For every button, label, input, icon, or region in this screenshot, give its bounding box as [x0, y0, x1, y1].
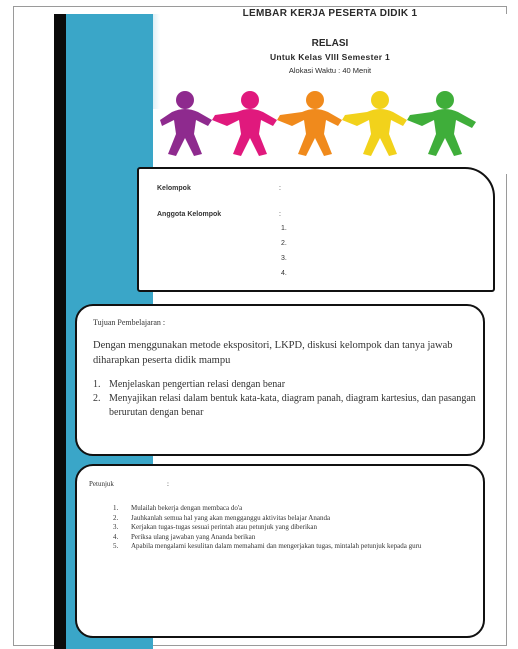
objective-item	[93, 392, 478, 420]
instruction-item	[113, 523, 469, 533]
instructions-heading: Petunjuk	[89, 480, 114, 488]
class-line: Untuk Kelas VIII Semester 1	[269, 52, 391, 62]
instructions-list	[113, 504, 469, 552]
person-purple-icon	[160, 91, 212, 156]
objectives-heading: Tujuan Pembelajaran :	[93, 318, 166, 327]
instruction-text: Jauhkanlah semua hal yang akan mengganggu aktivitas belajar Ananda	[131, 513, 331, 522]
instructions-panel	[75, 464, 485, 638]
objectives-list	[93, 378, 478, 420]
objectives-paragraph: Dengan menggunakan metode ekspositori, LKPD, diskusi kelompok dan tanya jawab diharapkan peserta didik mampu	[93, 340, 453, 366]
instruction-item	[113, 533, 469, 543]
people-chain-illustration	[160, 88, 480, 158]
person-green-icon	[407, 91, 476, 156]
instruction-text: Periksa ulang jawaban yang Ananda berikan	[131, 532, 256, 541]
instruction-number: 3.	[113, 523, 119, 531]
anggota-colon: :	[279, 211, 281, 218]
member-number-2: 2.	[281, 240, 287, 247]
instruction-number: 2.	[113, 513, 119, 522]
worksheet-title: LEMBAR KERJA PESERTA DIDIK 1	[242, 8, 418, 19]
instruction-item	[113, 542, 469, 552]
member-number-4: 4.	[281, 270, 287, 277]
kelompok-label: Kelompok	[157, 185, 191, 192]
topic-title: RELASI	[311, 38, 349, 49]
instruction-item	[113, 514, 469, 524]
time-line: Alokasi Waktu : 40 Menit	[288, 66, 372, 75]
member-number-1: 1.	[281, 225, 287, 232]
objective-item	[93, 378, 478, 392]
instruction-number: 1.	[113, 504, 119, 512]
learning-objectives-panel	[75, 304, 485, 456]
member-number-3: 3.	[281, 255, 287, 262]
objective-text: Menyajikan relasi dalam bentuk kata-kata, diagram panah, diagram kartesius, dan pasangan berurutan dengan benar	[109, 393, 476, 418]
instructions-colon: :	[167, 480, 169, 488]
instruction-number: 5.	[113, 542, 119, 550]
objective-number: 2.	[93, 393, 101, 404]
group-info-panel	[137, 167, 495, 292]
black-side-bar	[54, 14, 66, 649]
instruction-text: Kerjakan tugas-tugas sesuai perintah atau petunjuk yang diberikan	[131, 523, 318, 531]
person-orange-icon	[277, 91, 342, 156]
instruction-text: Apabila mengalami kesulitan dalam memahami dan mengerjakan tugas, mintalah petunjuk kepada guru	[131, 542, 422, 550]
person-yellow-icon	[342, 91, 407, 156]
kelompok-colon: :	[279, 185, 281, 192]
instruction-number: 4.	[113, 532, 119, 541]
anggota-label: Anggota Kelompok	[157, 211, 222, 218]
objective-text: Menjelaskan pengertian relasi dengan benar	[109, 379, 286, 390]
instruction-text: Mulailah bekerja dengan membaca do'a	[131, 504, 243, 512]
objective-number: 1.	[93, 379, 101, 390]
instruction-item	[113, 504, 469, 514]
person-pink-icon	[212, 91, 277, 156]
